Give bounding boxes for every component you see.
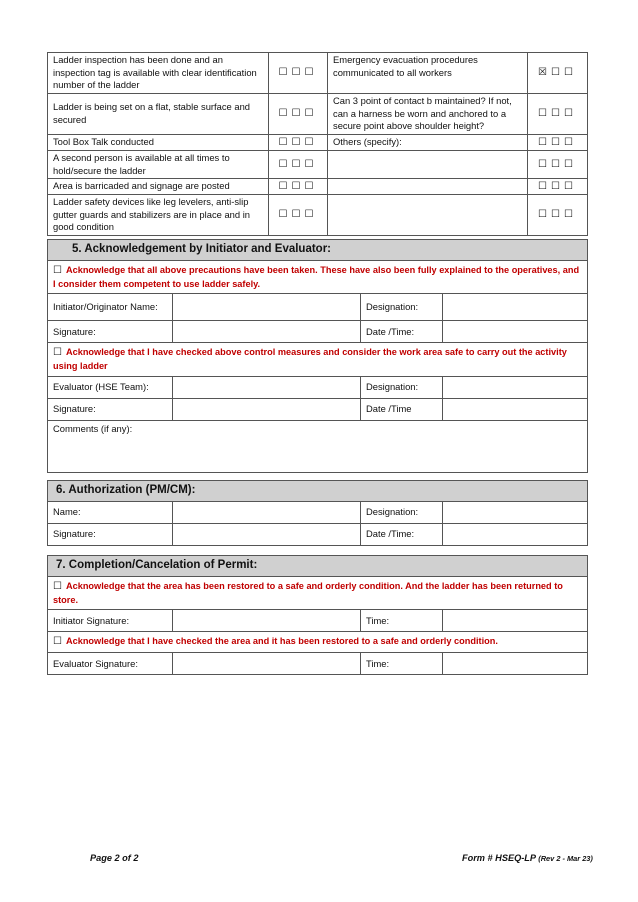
check-item-text[interactable]: [328, 150, 528, 178]
field-label: Designation:: [361, 501, 443, 523]
table-row: [48, 53, 588, 94]
acknowledge-checkbox[interactable]: ☐: [53, 347, 62, 359]
initiator-designation-field[interactable]: [443, 294, 588, 321]
checkbox-group[interactable]: ☐☐☐: [269, 135, 328, 151]
table-row: [48, 135, 588, 151]
field-label: Comments (if any):: [53, 423, 133, 435]
check-item-text: Area is barricaded and signage are posted: [48, 179, 269, 195]
authorizer-designation-field[interactable]: [443, 501, 588, 523]
checkbox-group[interactable]: ☒☐☐: [528, 53, 588, 94]
evaluator-designation-field[interactable]: [443, 377, 588, 399]
checkbox-group[interactable]: ☐☐☐: [269, 179, 328, 195]
field-label: Date /Time:: [361, 321, 443, 343]
authorizer-signature-field[interactable]: [173, 523, 361, 545]
table-row: [48, 94, 588, 135]
initiator-name-field[interactable]: [173, 294, 361, 321]
initiator-completion-time-field[interactable]: [443, 610, 588, 632]
field-label: Designation:: [361, 377, 443, 399]
check-item-text: Others (specify):: [328, 135, 528, 151]
field-label: Name:: [48, 501, 173, 523]
checkbox-group[interactable]: ☐☐☐: [528, 135, 588, 151]
section-acknowledgement: [47, 239, 588, 473]
section-heading: 6. Authorization (PM/CM):: [48, 481, 588, 502]
field-label: Time:: [361, 653, 443, 675]
check-item-text: Ladder is being set on a flat, stable surface and secured: [48, 94, 269, 135]
acknowledgement-text: Acknowledge that all above precautions have been taken. These have also been fully explained to the operatives, and I consider them competent to use ladder safely.: [53, 264, 580, 289]
check-item-text: Ladder safety devices like leg levelers, anti-slip gutter guards and stabilizers are in place and in good condition: [48, 194, 269, 235]
checkbox-group[interactable]: ☐☐☐: [528, 150, 588, 178]
acknowledge-checkbox[interactable]: ☐: [53, 636, 62, 648]
acknowledgement-text: Acknowledge that I have checked above control measures and consider the work area safe to carry out the activity using ladder: [53, 347, 567, 372]
check-item-text: A second person is available at all times to hold/secure the ladder: [48, 150, 269, 178]
checkbox-group[interactable]: ☐☐☐: [269, 194, 328, 235]
checkbox-group[interactable]: ☐☐☐: [528, 194, 588, 235]
section-authorization: [47, 480, 588, 546]
field-label: Signature:: [48, 321, 173, 343]
section-heading: 7. Completion/Cancelation of Permit:: [48, 556, 588, 577]
acknowledge-checkbox[interactable]: ☐: [53, 264, 62, 276]
check-item-text: Emergency evacuation procedures communicated to all workers: [328, 53, 528, 94]
field-label: Signature:: [48, 523, 173, 545]
page-number: Page 2 of 2: [90, 853, 139, 863]
field-label: Date /Time: [361, 399, 443, 421]
initiator-completion-signature-field[interactable]: [173, 610, 361, 632]
checkbox-group[interactable]: ☐☐☐: [528, 179, 588, 195]
section-heading: 5. Acknowledgement by Initiator and Evaluator:: [48, 240, 588, 261]
field-label: Evaluator (HSE Team):: [48, 377, 173, 399]
checkbox-group[interactable]: ☐☐☐: [269, 94, 328, 135]
table-row: [48, 194, 588, 235]
evaluator-date-time-field[interactable]: [443, 399, 588, 421]
section-completion: [47, 555, 588, 675]
acknowledgement-text: Acknowledge that I have checked the area and it has been restored to a safe and orderly condition.: [65, 636, 498, 647]
evaluator-completion-signature-field[interactable]: [173, 653, 361, 675]
acknowledgement-statement: [48, 576, 588, 610]
form-number: [462, 852, 593, 864]
initiator-date-time-field[interactable]: [443, 321, 588, 343]
initiator-signature-field[interactable]: [173, 321, 361, 343]
field-label: Time:: [361, 610, 443, 632]
check-item-text: Ladder inspection has been done and an inspection tag is available with clear identification number of the ladder: [48, 53, 269, 94]
acknowledgement-statement: [48, 632, 588, 653]
checklist-table: [47, 52, 588, 236]
table-row: [48, 179, 588, 195]
checkbox-group[interactable]: ☐☐☐: [528, 94, 588, 135]
field-label: Date /Time:: [361, 523, 443, 545]
form-revision: (Rev 2 - Mar 23): [538, 854, 593, 863]
comments-field[interactable]: [48, 421, 588, 473]
evaluator-name-field[interactable]: [173, 377, 361, 399]
check-item-text[interactable]: [328, 179, 528, 195]
acknowledge-checkbox[interactable]: ☐: [53, 580, 62, 592]
field-label: Initiator Signature:: [48, 610, 173, 632]
acknowledgement-statement: [48, 260, 588, 294]
check-item-text: Can 3 point of contact b maintained? If not, can a harness be worn and anchored to a secure point above shoulder height?: [328, 94, 528, 135]
check-item-text[interactable]: [328, 194, 528, 235]
acknowledgement-statement: [48, 343, 588, 377]
field-label: Designation:: [361, 294, 443, 321]
acknowledgement-text: Acknowledge that the area has been restored to a safe and orderly condition. And the ladder has been returned to store.: [53, 580, 563, 605]
check-item-text: Tool Box Talk conducted: [48, 135, 269, 151]
field-label: Signature:: [48, 399, 173, 421]
field-label: Initiator/Originator Name:: [48, 294, 173, 321]
evaluator-signature-field[interactable]: [173, 399, 361, 421]
authorizer-date-time-field[interactable]: [443, 523, 588, 545]
table-row: [48, 150, 588, 178]
checkbox-group[interactable]: ☐☐☐: [269, 150, 328, 178]
field-label: Evaluator Signature:: [48, 653, 173, 675]
checkbox-group[interactable]: ☐☐☐: [269, 53, 328, 94]
evaluator-completion-time-field[interactable]: [443, 653, 588, 675]
form-id: Form # HSEQ-LP: [462, 853, 536, 863]
authorizer-name-field[interactable]: [173, 501, 361, 523]
